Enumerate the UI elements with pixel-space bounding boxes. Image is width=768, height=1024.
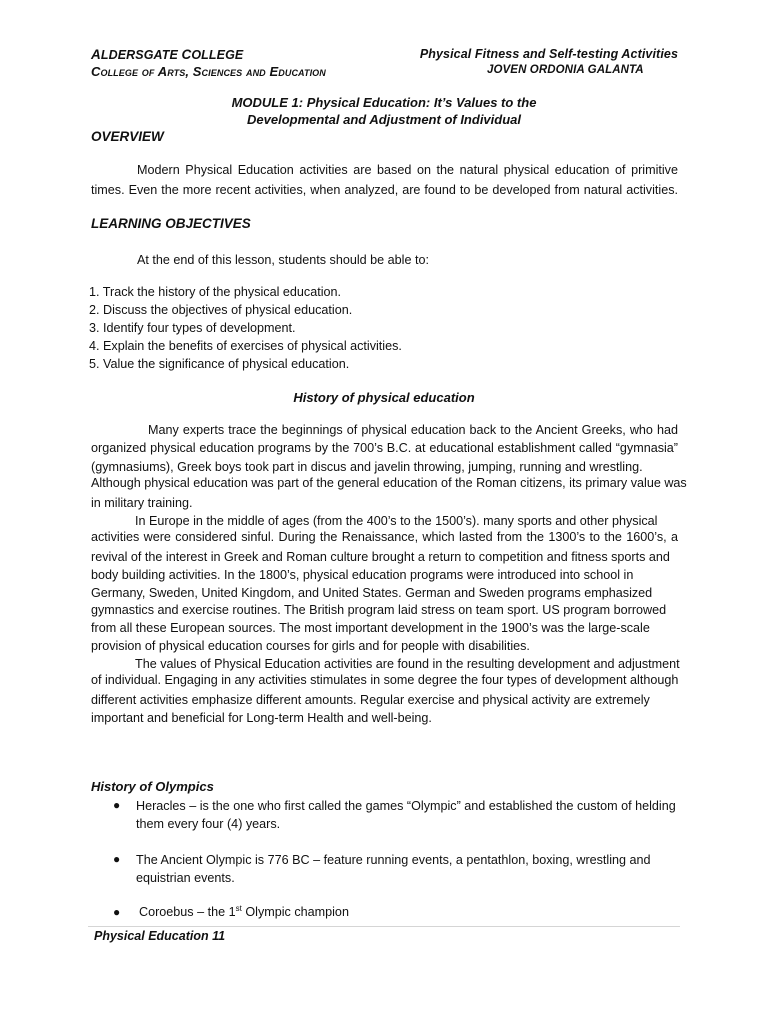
history-pe-line-5: in military training. — [91, 496, 193, 510]
history-pe-line-16: different activities emphasize different amounts. Regular exercise and physical activity are extremely — [91, 693, 650, 707]
bullet-icon: ● — [113, 905, 121, 919]
history-pe-line-9: body building activities. In the 1800’s, physical education programs were introduced into school in — [91, 568, 634, 582]
bullet-icon: ● — [113, 852, 121, 866]
history-pe-line-7: activities were considered sinful. During the Renaissance, which lasted from the 1300’s to the 1600’s, a — [91, 530, 678, 544]
history-pe-heading: History of physical education — [293, 390, 475, 405]
olympics-bullet-1-line-2: them every four (4) years. — [136, 817, 281, 831]
objective-item-3: 3. Identify four types of development. — [89, 321, 296, 335]
history-pe-line-17: important and beneficial for Long-term Health and well-being. — [91, 711, 432, 725]
olympics-bullet-1-line-1: Heracles – is the one who first called the games “Olympic” and established the custom of helding — [136, 799, 676, 813]
history-pe-line-6: In Europe in the middle of ages (from the 400’s to the 1500’s). many sports and other physical — [135, 514, 658, 528]
objective-item-2: 2. Discuss the objectives of physical education. — [89, 303, 353, 317]
history-pe-line-4: Although physical education was part of the general education of the Roman citizens, its primary value was — [91, 476, 687, 490]
olympics-bullet-2-line-2: equistrian events. — [136, 871, 235, 885]
objective-item-5: 5. Value the significance of physical education. — [89, 357, 350, 371]
objective-item-1: 1. Track the history of the physical education. — [89, 285, 342, 299]
history-pe-line-11: gymnastics and exercise routines. The British program laid stress on team sport. US program borrowed — [91, 603, 667, 617]
instructor-name: JOVEN ORDONIA GALANTA — [487, 64, 644, 76]
history-pe-line-10: Germany, Sweden, United Kingdom, and United States. German and Sweden programs emphasized — [91, 586, 653, 600]
history-pe-line-14: The values of Physical Education activities are found in the resulting development and adjustment — [135, 657, 680, 671]
overview-line-2: times. Even the more recent activities, when analyzed, are found to be developed from natural activities. — [91, 183, 678, 197]
history-pe-line-12: from all these European sources. The most important development in the 1900’s was the large-scale — [91, 621, 650, 635]
footer-divider — [88, 926, 680, 927]
history-pe-line-15: of individual. Engaging in any activities stimulates in some degree the four types of development although — [91, 673, 679, 687]
objectives-heading: LEARNING OBJECTIVES — [91, 216, 251, 231]
history-pe-line-1: Many experts trace the beginnings of physical education back to the Ancient Greeks, who had — [148, 423, 678, 437]
course-title: Physical Fitness and Self-testing Activities — [419, 47, 678, 61]
module-title-line2: Developmental and Adjustment of Individual — [247, 112, 521, 127]
history-pe-line-8: revival of the interest in Greek and Roman culture brought a return to competition and fitness sports and — [91, 550, 670, 564]
history-pe-line-2: organized physical education programs by the 700’s B.C. at educational establishment called “gymnasia” — [91, 441, 678, 455]
history-pe-line-13: provision of physical education courses for girls and for people with disabilities. — [91, 639, 530, 653]
module-title-line1: MODULE 1: Physical Education: It’s Values to the — [231, 95, 537, 110]
college-name: ALDERSGATE COLLEGE — [91, 47, 244, 62]
overview-line-1: Modern Physical Education activities are based on the natural physical education of primitive — [137, 163, 678, 177]
objectives-intro: At the end of this lesson, students should be able to: — [137, 253, 429, 267]
college-department: College of Arts, Sciences and Education — [91, 64, 326, 79]
olympics-heading: History of Olympics — [91, 779, 214, 794]
olympics-bullet-3: Coroebus – the 1st Olympic champion — [139, 903, 349, 919]
footer-subject: Physical Education 11 — [94, 929, 226, 943]
olympics-bullet-2-line-1: The Ancient Olympic is 776 BC – feature running events, a pentathlon, boxing, wrestling and — [136, 853, 651, 867]
bullet-icon: ● — [113, 798, 121, 812]
objective-item-4: 4. Explain the benefits of exercises of physical activities. — [89, 339, 402, 353]
overview-heading: OVERVIEW — [91, 129, 164, 144]
history-pe-line-3: (gymnasiums), Greek boys took part in discus and javelin throwing, jumping, running and wrestling. — [91, 460, 643, 474]
